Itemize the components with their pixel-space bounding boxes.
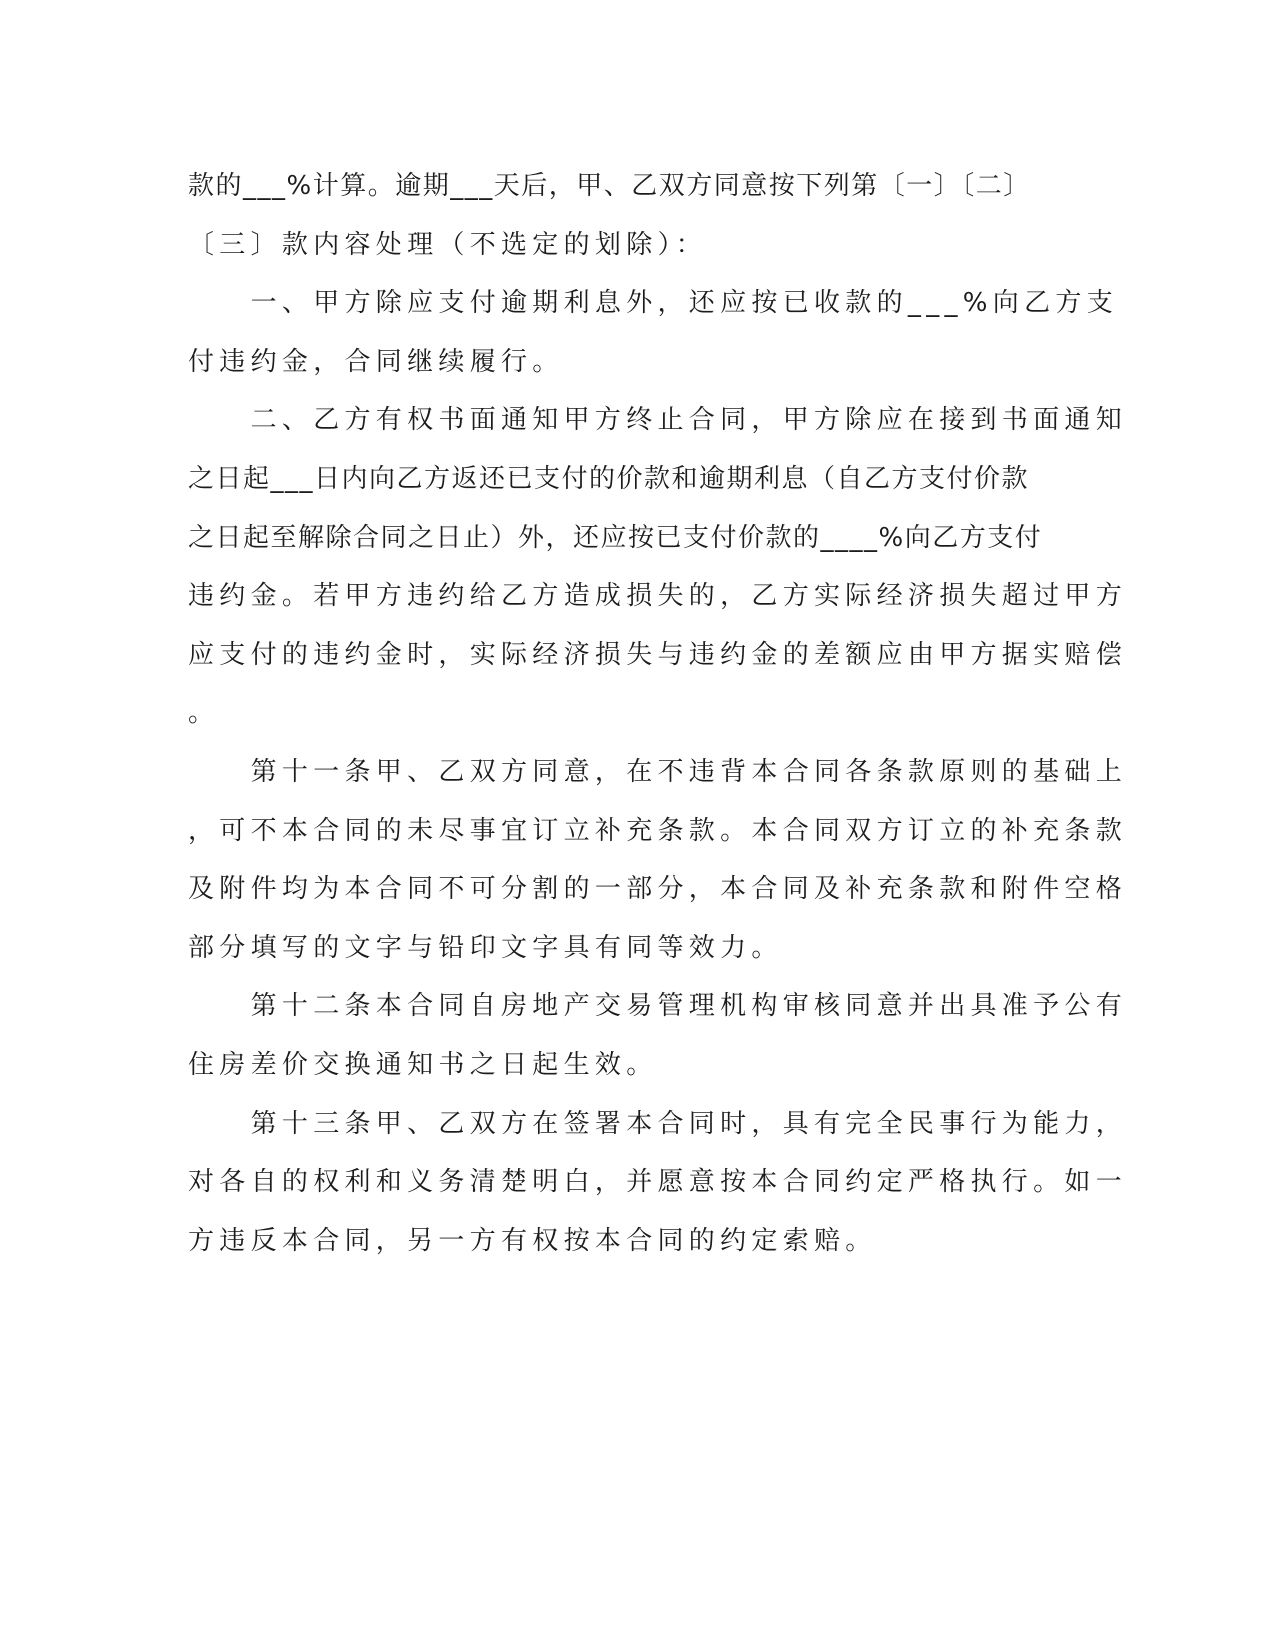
text-line: 第十二条本合同自房地产交易管理机构审核同意并出具准予公有	[188, 991, 1128, 1022]
text-line: 。	[188, 698, 220, 729]
text-line: 第十三条甲、乙双方在签署本合同时，具有完全民事行为能力，	[188, 1108, 1128, 1139]
text-line: 二、乙方有权书面通知甲方终止合同，甲方除应在接到书面通知	[188, 405, 1128, 436]
text-line: 款的___%计算。逾期___天后，甲、乙双方同意按下列第〔一〕〔二〕	[188, 171, 1031, 201]
text-line: 之日起___日内向乙方返还已支付的价款和逾期利息（自乙方支付价款	[188, 463, 1030, 494]
text-line: 对各自的权利和义务清楚明白，并愿意按本合同约定严格执行。如一	[188, 1167, 1128, 1198]
text-line: 付违约金，合同继续履行。	[188, 346, 564, 377]
text-line: 〔三〕款内容处理（不选定的划除）：	[188, 229, 708, 260]
text-line: 及附件均为本合同不可分割的一部分，本合同及补充条款和附件空格	[188, 874, 1128, 905]
text-line: 违约金。若甲方违约给乙方造成损失的，乙方实际经济损失超过甲方	[188, 581, 1128, 612]
text-line: 方违反本合同，另一方有权按本合同的约定索赔。	[188, 1225, 877, 1256]
text-line: 应支付的违约金时，实际经济损失与违约金的差额应由甲方据实赔偿	[188, 639, 1128, 670]
text-line: 之日起至解除合同之日止）外，还应按已支付价款的____%向乙方支付	[188, 522, 1043, 553]
contract-text-body	[188, 157, 1128, 1270]
text-line: 部分填写的文字与铅印文字具有同等效力。	[188, 932, 783, 963]
text-line: ，可不本合同的未尽事宜订立补充条款。本合同双方订立的补充条款	[188, 815, 1128, 846]
text-line: 第十一条甲、乙双方同意，在不违背本合同各条款原则的基础上	[188, 756, 1128, 787]
text-line: 一、甲方除应支付逾期利息外，还应按已收款的___%向乙方支	[188, 288, 1119, 319]
text-line: 住房差价交换通知书之日起生效。	[188, 1049, 658, 1080]
